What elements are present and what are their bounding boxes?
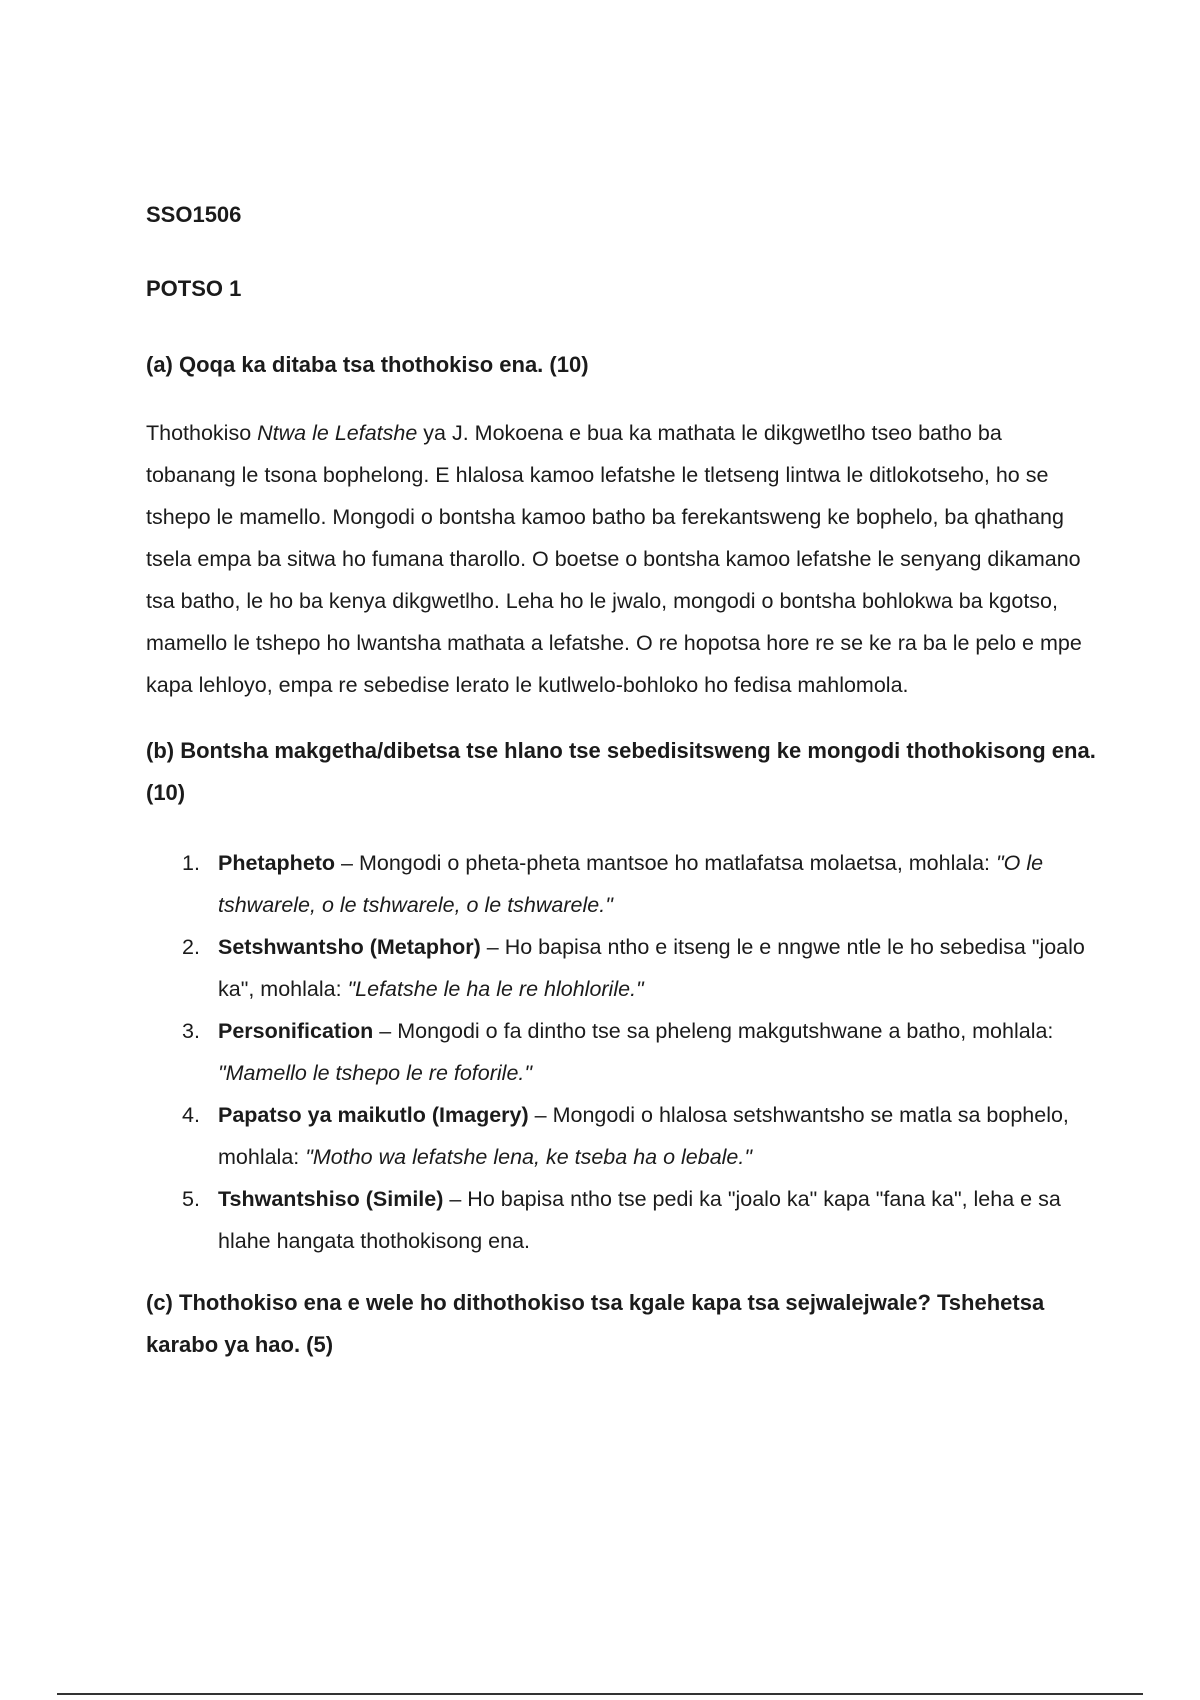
- poem-title: Ntwa le Lefatshe: [257, 421, 418, 445]
- item-text: – Mongodi o hlalosa setshwantsho se matla sa bophelo, mohlala:: [218, 1103, 1069, 1169]
- item-example: "Motho wa lefatshe lena, ke tseba ha o lebale.": [305, 1145, 752, 1169]
- item-number: 3.: [182, 1019, 200, 1043]
- item-term: Personification: [218, 1019, 374, 1043]
- devices-list: [146, 842, 1096, 1262]
- item-text: – Mongodi o pheta-pheta mantsoe ho matlafatsa molaetsa, mohlala:: [335, 851, 997, 875]
- item-text: – Mongodi o fa dintho tse sa pheleng makgutshwane a batho, mohlala:: [373, 1019, 1054, 1043]
- item-number: 2.: [182, 935, 200, 959]
- item-number: 5.: [182, 1187, 200, 1211]
- part-a-text-rest: ya J. Mokoena e bua ka mathata le dikgwetlho tseo batho ba tobanang le tsona bophelong. E hlalosa kamoo lefatshe le tletseng lintwa le ditlokotseho, ho se tshepo le mamello. Mongodi o bontsha kamoo batho ba ferekantsweng ke bophelo, ba qhathang tsela empa ba sitwa ho fumana tharollo. O boetse o bontsha kamoo lefatshe le senyang dikamano tsa batho, le ho ba kenya dikgwetlho. Leha ho le jwalo, mongodi o bontsha bohlokwa ba kgotso, mamello le tshepo ho lwantsha mathata a lefatshe. O re hopotsa hore re se ke ra ba le pelo e mpe kapa lehloyo, empa re sebedise lerato le kutlwelo-bohloko ho fedisa mahlomola.: [146, 421, 1082, 697]
- part-b: [146, 730, 1096, 1262]
- document-page: [146, 200, 1096, 1366]
- item-text: – Ho bapisa ntho tse pedi ka "joalo ka" kapa "fana ka", leha e sa hlahe hangata thothokisong ena.: [218, 1187, 1061, 1253]
- list-item: [146, 842, 1096, 926]
- item-term: Setshwantsho (Metaphor): [218, 935, 481, 959]
- part-a-text-start: Thothokiso: [146, 421, 258, 445]
- item-example: "O le tshwarele, o le tshwarele, o le tshwarele.": [218, 851, 1044, 917]
- item-term: Tshwantshiso (Simile): [218, 1187, 444, 1211]
- question-title: POTSO 1: [146, 276, 242, 301]
- item-term: Phetapheto: [218, 851, 336, 875]
- item-example: "Mamello le tshepo le re foforile.": [218, 1061, 533, 1085]
- part-c-heading: (c) Thothokiso ena e wele ho dithothokiso tsa kgale kapa tsa sejwalejwale? Tshehetsa karabo ya hao. (5): [146, 1290, 1045, 1357]
- page-bottom-rule: [57, 1693, 1143, 1695]
- item-example: "Lefatshe le ha le re hlohlorile.": [347, 977, 644, 1001]
- part-a-heading: (a) Qoqa ka ditaba tsa thothokiso ena. (10): [146, 352, 589, 377]
- item-text: – Ho bapisa ntho e itseng le e nngwe ntle le ho sebedisa "joalo ka", mohlala:: [218, 935, 1085, 1001]
- part-b-heading: (b) Bontsha makgetha/dibetsa tse hlano tse sebedisitsweng ke mongodi thothokisong ena. (10): [146, 738, 1096, 805]
- course-code: SSO1506: [146, 202, 242, 227]
- part-a-answer: [146, 412, 1096, 706]
- item-number: 4.: [182, 1103, 200, 1127]
- part-a: [146, 344, 1096, 706]
- list-item: [146, 1178, 1096, 1262]
- list-item: [146, 1010, 1096, 1094]
- part-c: [146, 1282, 1096, 1366]
- item-number: 1.: [182, 851, 200, 875]
- list-item: [146, 1094, 1096, 1178]
- item-term: Papatso ya maikutlo (Imagery): [218, 1103, 529, 1127]
- list-item: [146, 926, 1096, 1010]
